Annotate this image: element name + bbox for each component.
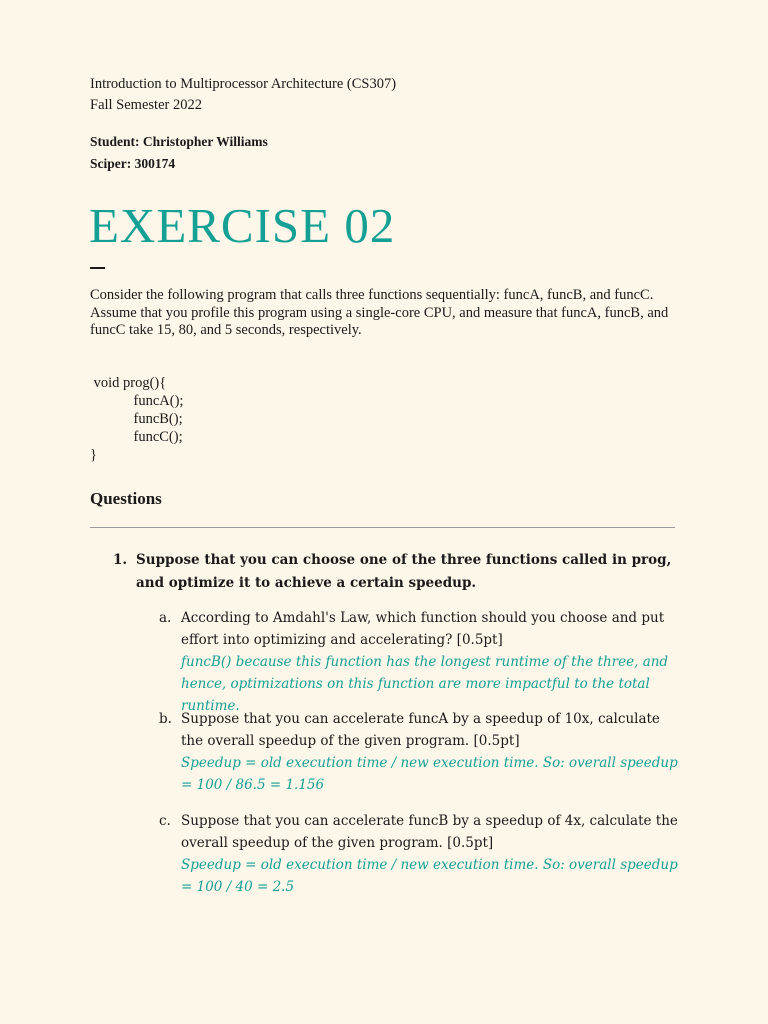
sub-question-text: According to Amdahl's Law, which function should you choose and put effort into optimizing and accelerating? [0.5pt] <box>181 610 665 648</box>
course-info <box>90 74 396 116</box>
question-number: 1. <box>113 552 128 568</box>
exercise-title: EXERCISE 02 <box>89 198 396 253</box>
sub-question-letter: b. <box>159 711 172 727</box>
answer-text: Speedup = old execution time / new execution time. So: overall speedup = 100 / 40 = 2.5 <box>181 857 678 895</box>
answer-text: funcB() because this function has the longest runtime of the three, and hence, optimizations on this function are more impactful to the total runtime. <box>181 654 669 714</box>
code-line: funcB(); <box>90 411 183 427</box>
sub-question-letter: a. <box>159 610 172 626</box>
answer-text: Speedup = old execution time / new execution time. So: overall speedup = 100 / 86.5 = 1.156 <box>181 755 678 793</box>
sciper-number: Sciper: 300174 <box>90 156 176 171</box>
semester-line: Fall Semester 2022 <box>90 97 202 113</box>
code-line: funcC(); <box>90 429 183 445</box>
questions-heading: Questions <box>90 489 162 508</box>
student-name: Student: Christopher Williams <box>90 134 268 149</box>
course-line: Introduction to Multiprocessor Architecture (CS307) <box>90 76 397 92</box>
question-text: Suppose that you can choose one of the three functions called in prog, and optimize it to achieve a certain speedup. <box>136 552 672 591</box>
code-line: void prog(){ <box>90 375 167 391</box>
code-line: } <box>90 447 97 463</box>
horizontal-rule <box>90 527 675 528</box>
student-info <box>90 131 268 175</box>
sub-question-text: Suppose that you can accelerate funcB by a speedup of 4x, calculate the overall speedup of the given program. [0.5pt] <box>181 813 678 851</box>
code-block <box>90 374 183 464</box>
intro-paragraph: Consider the following program that calls three functions sequentially: funcA, funcB, and funcC. Assume that you profile this program using a single-core CPU, and measure that funcA, funcB, and funcC take 15, 80, and 5 seconds, respectively. <box>90 287 669 338</box>
sub-question-text: Suppose that you can accelerate funcA by a speedup of 10x, calculate the overall speedup of the given program. [0.5pt] <box>181 711 660 749</box>
code-line: funcA(); <box>90 393 184 409</box>
sub-question-letter: c. <box>159 813 171 829</box>
title-dash-divider <box>90 267 105 269</box>
